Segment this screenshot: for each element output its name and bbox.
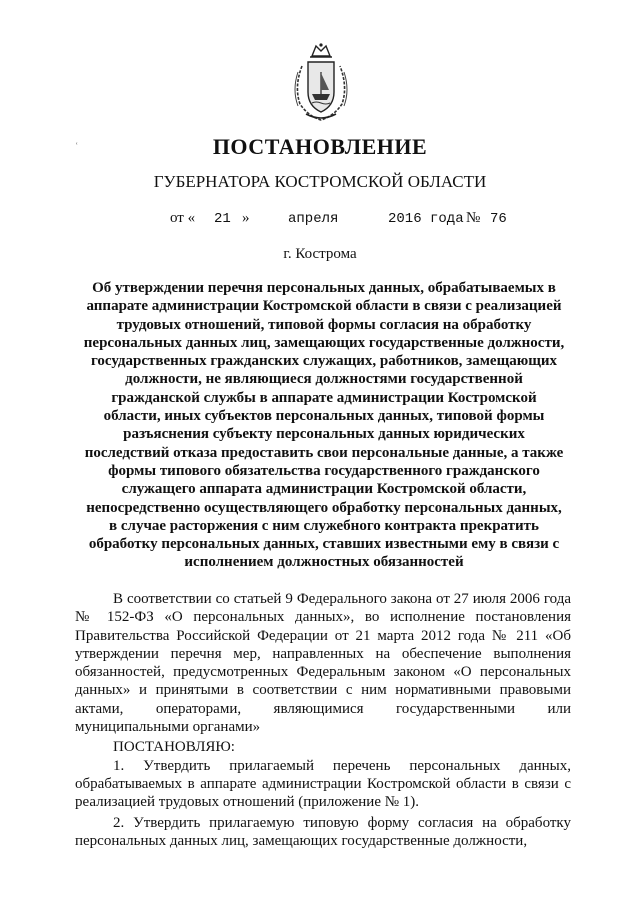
margin-mark: ʿ xyxy=(75,142,79,153)
title-line: Об утверждении перечня персональных данных, обрабатываемых в xyxy=(92,280,556,296)
title-line: обработку персональных данных, ставших известными ему в связи с xyxy=(88,536,560,553)
title-line: в случае расторжения с ним служебного контракта прекратить xyxy=(109,517,539,534)
title-line: должности, не являющиеся должностями государственной xyxy=(125,371,523,388)
item-2-paragraph: 2. Утвердить прилагаемую типовую форму согласия на обработку персональных данных лиц, замещающих государственные должности, xyxy=(75,814,571,849)
title-line: последствий отказа предоставить свои персональные данные, а также xyxy=(84,444,564,461)
document-type-heading: ПОСТАНОВЛЕНИЕ xyxy=(212,134,428,159)
title-line: государственных гражданских служащих, работников, замещающих xyxy=(90,353,558,370)
title-line: области, иных субъектов персональных данных, типовой формы xyxy=(103,408,545,425)
date-mid: » xyxy=(242,210,250,226)
title-line: персональных данных лиц, замещающих государственные должности, xyxy=(83,334,565,351)
title-line: исполнением должностных обязанностей xyxy=(184,554,464,571)
title-line: формы типового обязательства государственного гражданского xyxy=(108,462,540,479)
item-1-paragraph: 1. Утвердить прилагаемый перечень персональных данных, обрабатываемых в аппарате администрации Костромской области в связи с реализацией трудовых отношений (приложение № 1). xyxy=(75,757,571,811)
document-number: 76 xyxy=(490,211,507,227)
document-title xyxy=(74,279,574,572)
title-line: разъяснения субъекту персональных данных юридических xyxy=(123,426,525,443)
document-body xyxy=(75,590,571,850)
date-month: апреля xyxy=(288,211,339,227)
title-line: служащего аппарата администрации Костромской области, xyxy=(121,481,527,498)
number-sign: № xyxy=(466,210,481,226)
place-of-issue: г. Кострома xyxy=(283,246,357,262)
date-line xyxy=(0,210,640,232)
kostroma-coat-of-arms-icon xyxy=(290,42,352,122)
resolve-word: ПОСТАНОВЛЯЮ: xyxy=(113,739,235,756)
issuer-heading: ГУБЕРНАТОРА КОСТРОМСКОЙ ОБЛАСТИ xyxy=(153,172,487,191)
title-line: непосредственно осуществляющего обработку персональных данных, xyxy=(86,499,562,516)
date-year: 2016 года xyxy=(388,211,464,227)
title-line: аппарате администрации Костромской области в связи с реализацией xyxy=(86,298,562,315)
date-day: 21 xyxy=(214,211,231,227)
date-prefix: от « xyxy=(170,210,196,226)
title-line: гражданской службы в аппарате администрации Костромской xyxy=(111,389,537,406)
title-line: трудовых отношений, типовой формы согласия на обработку xyxy=(116,316,532,333)
preamble-paragraph: В соответствии со статьей 9 Федерального закона от 27 июля 2006 года № 152-ФЗ «О персональных данных», во исполнение постановления Правительства Российской Федерации от 21 марта 2012 года № 211 «Об утверждении перечня мер, направленных на обеспечение выполнения обязанностей, предусмотренных Федеральным законом «О персональных данных» и принятыми в соответствии с ним нормативными правовыми актами, операторами, являющимися государственными или муниципальными органами» xyxy=(75,591,571,736)
